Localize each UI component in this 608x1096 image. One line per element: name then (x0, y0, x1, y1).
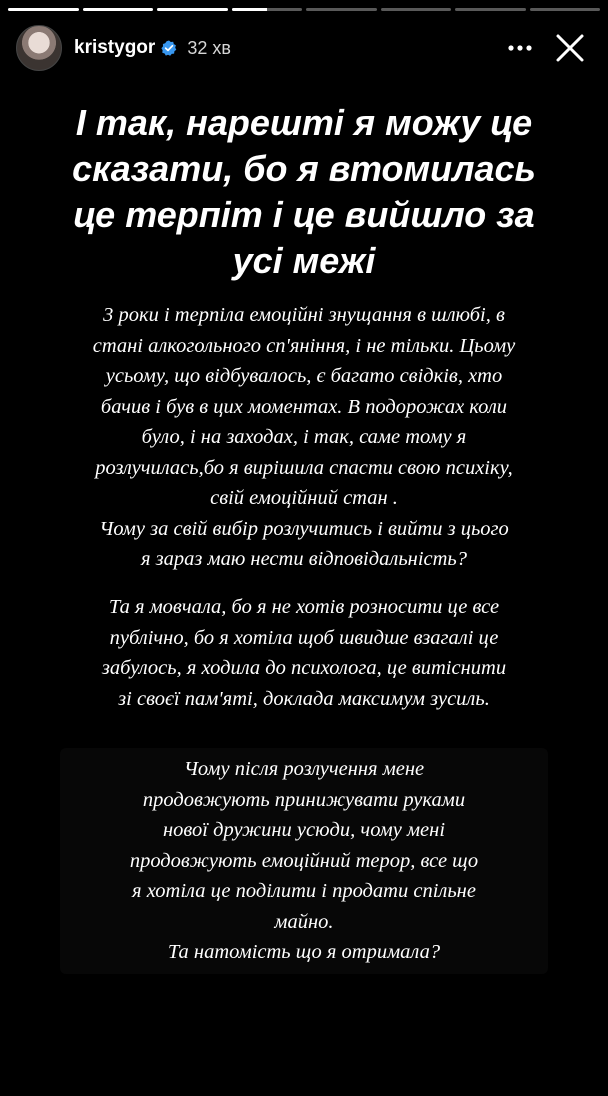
progress-segment (306, 8, 377, 11)
text-line: забулось, я ходила до психолога, це витіснити (101, 657, 507, 679)
progress-segment (83, 8, 154, 11)
avatar[interactable] (16, 25, 62, 71)
progress-segment (232, 8, 303, 11)
close-button[interactable] (548, 26, 592, 70)
headline-line: це терпіт і це вийшло за (73, 194, 535, 235)
headline-line: І так, нарешті я можу це (75, 102, 533, 143)
progress-segment-fill (8, 8, 79, 11)
progress-segment-fill (83, 8, 154, 11)
text-line: розлучилась,бо я вирішила спасти свою психіку, (95, 456, 513, 479)
text-line: зі своєї пам'яті, доклада максимум зусиль. (118, 687, 490, 710)
text-line: усьому, що відбувалось, є багато свідків, хто (105, 365, 503, 387)
text-line: бачив і був в цих моментах. В подорожах коли (100, 395, 508, 418)
text-line: Чому за свій вибір розлучитись і вийти з цього (99, 517, 509, 540)
story-text-block-2 (24, 592, 584, 714)
close-icon (555, 33, 585, 63)
text-line: майно. (274, 910, 334, 933)
progress-segment (8, 8, 79, 11)
text-line: я хотіла це поділити і продати спільне (132, 880, 476, 902)
headline-line: сказати, бо я втомилась (72, 148, 536, 189)
text-line: Чому після розлучення мене (183, 758, 425, 780)
story-headline (24, 100, 584, 284)
username[interactable]: kristygor (74, 37, 156, 58)
text-line: свій емоційний стан . (210, 487, 398, 509)
story-text-block-3 (60, 748, 548, 974)
text-line: нової дружини усюди, чому мені (162, 819, 446, 841)
progress-segment-fill (157, 8, 228, 11)
progress-segment (455, 8, 526, 11)
text-line: продовжують принижувати руками (142, 788, 466, 811)
headline-line: усі межі (232, 240, 376, 281)
progress-segment (381, 8, 452, 11)
progress-segment-fill (232, 8, 267, 11)
verified-badge-icon (161, 40, 177, 56)
progress-segment (157, 8, 228, 11)
story-text-block-1 (24, 300, 584, 575)
story-header (16, 24, 592, 72)
progress-segment (530, 8, 601, 11)
more-options-button[interactable] (500, 28, 540, 68)
text-line: продовжують емоційний терор, все що (129, 849, 479, 872)
text-line: Та натомість що я отримала? (167, 941, 441, 963)
text-line: Та я мовчала, бо я не хотів розносити це все (108, 596, 500, 618)
post-time: 32 хв (187, 37, 231, 58)
story-progress-bar (8, 8, 600, 11)
text-line: 3 роки і терпіла емоційні знущання в шлюбі, в (103, 304, 505, 326)
text-line: публічно, бо я хотіла щоб швидше взагалі це (109, 626, 499, 649)
text-line: стані алкогольного сп'яніння, і не тільки. Цьому (92, 334, 516, 357)
text-line: було, і на заходах, і так, саме тому я (141, 426, 467, 448)
more-horizontal-icon (507, 44, 533, 52)
text-line: я зараз маю нести відповідальність? (140, 548, 467, 570)
